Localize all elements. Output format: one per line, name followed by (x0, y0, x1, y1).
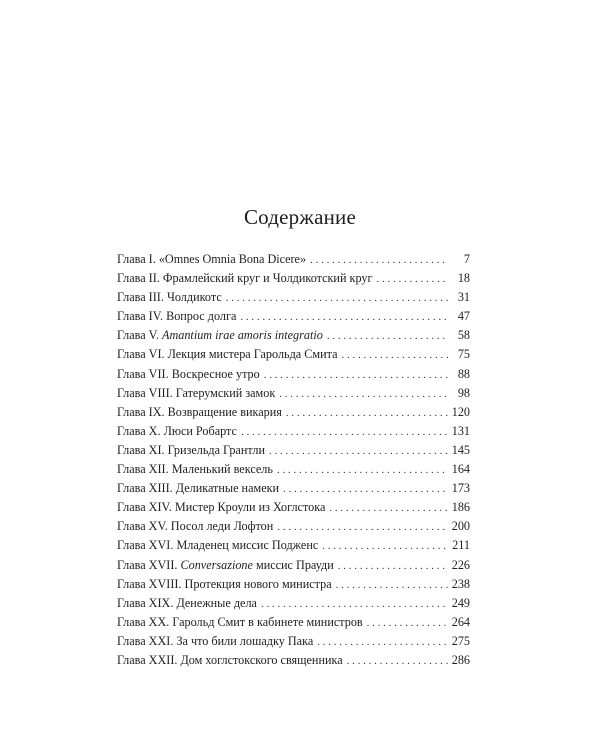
page-number: 211 (452, 538, 470, 553)
toc-entry[interactable] (117, 575, 470, 594)
chapter-name: Вопрос долга (166, 309, 237, 324)
chapter-number: Глава XII. (117, 462, 172, 477)
page-number: 31 (457, 290, 470, 305)
chapter-name: Conversazione (180, 557, 253, 572)
dot-leader (241, 423, 448, 442)
chapter-name: Воскресное утро (171, 366, 260, 381)
chapter-title (117, 460, 277, 479)
chapter-title (117, 269, 376, 288)
toc-entry[interactable] (117, 517, 470, 536)
page-number: 164 (451, 462, 470, 477)
dot-leader (327, 327, 448, 346)
chapter-name: Маленький вексель (171, 462, 273, 477)
chapter-name: Протекция нового министра (184, 576, 332, 591)
table-of-contents (117, 250, 470, 670)
page-number: 275 (451, 633, 470, 648)
chapter-title (117, 498, 329, 517)
dot-leader (261, 595, 448, 614)
toc-entry[interactable] (117, 536, 470, 555)
chapter-name: Чолдикотс (166, 290, 222, 305)
toc-entry[interactable] (117, 345, 470, 364)
chapter-title (117, 536, 322, 555)
chapter-title (117, 575, 336, 594)
chapter-name: Мистер Кроули из Хоглстока (174, 500, 326, 515)
chapter-number: Глава XXI. (117, 633, 177, 648)
chapter-number: Глава XXII. (117, 652, 181, 667)
chapter-name: Amantium irae amoris integratio (162, 328, 323, 343)
toc-entry[interactable] (117, 632, 470, 651)
page-title: Содержание (243, 205, 357, 229)
chapter-title (117, 345, 342, 364)
chapter-name: «Omnes Omnia Bona Dicere» (158, 252, 307, 266)
page-number: 75 (457, 347, 470, 362)
toc-entry[interactable] (117, 403, 470, 422)
dot-leader (310, 251, 448, 270)
dot-leader (317, 633, 447, 652)
chapter-title (117, 613, 367, 632)
toc-entry[interactable] (117, 307, 470, 326)
dot-leader (277, 518, 447, 537)
chapter-number: Глава XVIII. (117, 576, 185, 591)
chapter-name: Гризельда Грантли (167, 442, 265, 457)
dot-leader (322, 537, 448, 556)
chapter-title (117, 307, 240, 326)
dot-leader (226, 289, 448, 308)
toc-entry[interactable] (117, 479, 470, 498)
toc-entry[interactable] (117, 288, 470, 307)
chapter-number: Глава VI. (117, 347, 168, 362)
chapter-name: Дом хоглстокского священника (180, 652, 343, 667)
dot-leader (329, 499, 447, 518)
chapter-title (117, 632, 317, 651)
chapter-name: Лекция мистера Гарольда Смита (167, 347, 338, 362)
chapter-name: За что били лошадку Пака (176, 633, 314, 648)
chapter-number: Глава V. (117, 328, 162, 343)
toc-entry[interactable] (117, 613, 470, 632)
chapter-title (117, 517, 277, 536)
toc-entry[interactable] (117, 594, 470, 613)
page-number: 145 (451, 442, 470, 457)
chapter-number: Глава II. (117, 271, 163, 286)
chapter-title (117, 365, 264, 384)
chapter-title (117, 250, 310, 269)
dot-leader (240, 308, 448, 327)
chapter-number: Глава I. (117, 252, 159, 266)
page-number: 88 (457, 366, 470, 381)
page-number: 200 (451, 519, 470, 534)
toc-entry[interactable] (117, 651, 470, 670)
chapter-title (117, 594, 261, 613)
page-number: 18 (457, 271, 470, 286)
toc-entry[interactable] (117, 460, 470, 479)
toc-entry[interactable] (117, 365, 470, 384)
chapter-title (117, 288, 226, 307)
chapter-name: Люси Робартс (163, 423, 237, 438)
dot-leader (283, 480, 448, 499)
chapter-title (117, 651, 347, 670)
chapter-name: Возвращение викария (167, 404, 282, 419)
page-number: 47 (457, 309, 470, 324)
chapter-name: Деликатные намеки (175, 481, 280, 496)
dot-leader (277, 461, 448, 480)
page-number: 264 (451, 614, 470, 629)
chapter-name: Фрамлейский круг и Чолдикотский круг (162, 271, 373, 286)
dot-leader (376, 270, 448, 289)
toc-entry[interactable] (117, 556, 470, 575)
chapter-name-suffix: миссис Прауди (252, 557, 334, 572)
toc-entry[interactable] (117, 384, 470, 403)
chapter-number: Глава III. (117, 290, 167, 305)
chapter-number: Глава XIX. (117, 595, 177, 610)
dot-leader (338, 557, 448, 576)
chapter-title (117, 326, 327, 345)
chapter-number: Глава XVI. (117, 538, 177, 553)
chapter-number: Глава XIII. (117, 481, 176, 496)
dot-leader (347, 652, 448, 671)
page-number: 238 (451, 576, 470, 591)
dot-leader (279, 385, 448, 404)
chapter-number: Глава XIV. (117, 500, 175, 515)
chapter-title (117, 422, 241, 441)
chapter-title (117, 479, 283, 498)
toc-entry[interactable] (117, 269, 470, 288)
page-number: 186 (451, 500, 470, 515)
dot-leader (286, 404, 448, 423)
chapter-number: Глава VIII. (117, 385, 176, 400)
chapter-name: Гарольд Смит в кабинете министров (172, 614, 363, 629)
dot-leader (264, 366, 448, 385)
chapter-title (117, 556, 338, 575)
toc-entry[interactable] (117, 422, 470, 441)
toc-entry[interactable] (117, 441, 470, 460)
dot-leader (367, 614, 448, 633)
chapter-number: Глава IV. (117, 309, 167, 324)
chapter-number: Глава VII. (117, 366, 172, 381)
chapter-number: Глава XVII. (117, 557, 181, 572)
page-number: 173 (451, 481, 470, 496)
page-number: 286 (451, 652, 470, 667)
page-number: 131 (451, 423, 470, 438)
page-number: 7 (463, 252, 470, 266)
chapter-number: Глава X. (117, 423, 164, 438)
chapter-number: Глава XX. (117, 614, 173, 629)
chapter-number: Глава IX. (117, 404, 168, 419)
page-number: 98 (457, 385, 470, 400)
page-number: 226 (451, 557, 470, 572)
toc-entry[interactable] (117, 498, 470, 517)
chapter-name: Денежные дела (176, 595, 257, 610)
page-number: 120 (451, 404, 470, 419)
page-number: 58 (457, 328, 470, 343)
dot-leader (269, 442, 448, 461)
chapter-name: Гатерумский замок (175, 385, 276, 400)
chapter-title (117, 441, 269, 460)
chapter-number: Глава XI. (117, 442, 168, 457)
chapter-title (117, 403, 286, 422)
chapter-name: Посол леди Лофтон (170, 519, 274, 534)
chapter-title (117, 384, 279, 403)
toc-entry[interactable] (117, 250, 470, 269)
chapter-number: Глава XV. (117, 519, 171, 534)
dot-leader (342, 346, 449, 365)
page-number: 249 (451, 595, 470, 610)
dot-leader (336, 576, 448, 595)
toc-entry[interactable] (117, 326, 470, 345)
chapter-name: Младенец миссис Подженс (176, 538, 319, 553)
